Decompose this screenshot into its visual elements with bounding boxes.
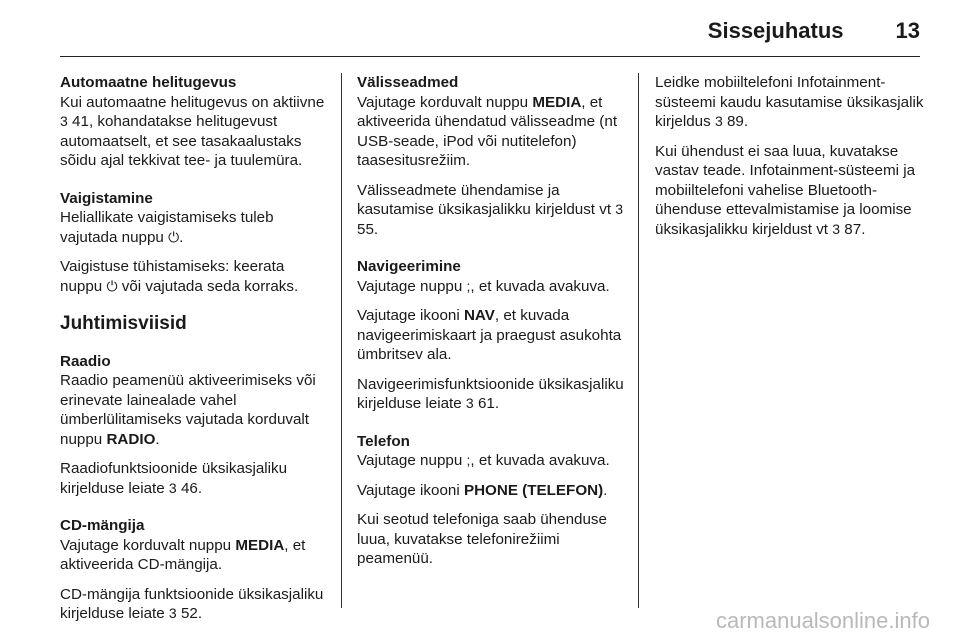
text: Vajutage ikooni [357, 481, 464, 499]
text: . [179, 228, 184, 246]
reference-arrow-icon: 3 [615, 201, 624, 217]
paragraph [60, 189, 330, 248]
power-icon: ⏻ [106, 277, 118, 294]
text: . [197, 479, 203, 497]
reference-arrow-icon: 3 [60, 113, 68, 129]
page-number: 13 [895, 18, 920, 43]
text: Raadiofunktsioonide üksikasjaliku kirjelduse leiate [60, 460, 288, 497]
paragraph [357, 306, 627, 365]
page-reference[interactable]: 89 [726, 113, 744, 130]
button-name: RADIO [106, 430, 156, 448]
power-icon: ⏻ [168, 228, 180, 245]
reference-arrow-icon: 3 [168, 479, 177, 496]
text: . [197, 605, 203, 622]
text: Vajutage ikooni [357, 307, 464, 324]
reference-arrow-icon: 3 [168, 605, 177, 621]
text: Vaigistuse tühistamiseks: keerata nuppu [60, 258, 285, 295]
button-name: PHONE (TELEFON) [463, 481, 604, 499]
subheading: Raadio [60, 352, 111, 370]
text: . [494, 395, 500, 412]
text: Vajutage nuppu [357, 452, 467, 469]
text: Vajutage nuppu [357, 277, 467, 295]
header-rule [60, 56, 920, 57]
paragraph [60, 516, 330, 575]
text: . [155, 430, 160, 448]
page-reference[interactable]: 61 [477, 395, 495, 412]
text: . [373, 220, 379, 238]
button-name: MEDIA [235, 536, 285, 554]
subheading: Välisseadmed [357, 74, 459, 91]
column-divider [341, 73, 342, 608]
paragraph [357, 432, 627, 471]
section-heading: Juhtimisviisid [60, 313, 187, 334]
text: , et aktiveerida ühendatud välisseadme (nt USB-seade, iPod või nutitelefon) taasesitusrežiim. [357, 93, 618, 169]
text: . [743, 113, 749, 130]
subheading: Vaigistamine [60, 189, 153, 207]
page-reference[interactable]: 87 [844, 220, 862, 238]
text: , kohandatakse helitugevust automaatselt, et see tasakaalustaks sõidu ajal tekkivat tee- ja tuulemüra. [60, 113, 303, 169]
text: Kui ühendust ei saa luua, kuvatakse vastav teade. Infotainment-süsteemi ja mobiiltelefoni vahelise Bluetooth-ühenduse ettevalmistamise ja loomise üksikasjalikku kirjeldust vt [655, 142, 916, 238]
text: Vajutage korduvalt nuppu [357, 93, 533, 111]
page-reference[interactable]: 55 [357, 220, 374, 238]
text: Vajutage korduvalt nuppu [60, 536, 236, 554]
text: Leidke mobiiltelefoni Infotainment-süsteemi kaudu kasutamise üksikasjalik kirjeldus [655, 74, 924, 130]
paragraph [357, 257, 627, 296]
subheading: Navigeerimine [357, 258, 461, 275]
page-reference[interactable]: 52 [180, 605, 198, 622]
text: , et kuvada avakuva. [470, 277, 610, 295]
watermark: carmanualsonline.info [715, 608, 930, 633]
paragraph: Kui seotud telefoniga saab ühenduse luua, kuvatakse telefonirežiimi peamenüü. [357, 511, 607, 567]
page-header [60, 18, 920, 46]
paragraph [655, 73, 930, 132]
paragraph [60, 73, 330, 171]
column-divider [638, 73, 639, 608]
button-name: MEDIA [532, 93, 582, 111]
subheading: Telefon [357, 432, 410, 450]
text: . [861, 220, 866, 238]
text: või vajutada seda korraks. [117, 277, 299, 295]
reference-arrow-icon: 3 [714, 113, 723, 129]
subheading: Automaatne helitugevus [60, 74, 237, 91]
paragraph [60, 257, 330, 296]
page-reference[interactable]: 46 [180, 479, 198, 497]
text: , et kuvada avakuva. [470, 452, 610, 469]
paragraph [655, 142, 930, 240]
home-icon: ; [466, 277, 471, 294]
button-name: NAV [463, 307, 495, 324]
paragraph [357, 181, 627, 240]
text: . [603, 481, 608, 499]
text: , et aktiveerida CD-mängija. [60, 536, 306, 573]
text: Kui automaatne helitugevus on aktiivne [60, 93, 325, 111]
paragraph [60, 459, 330, 498]
text: , et kuvada navigeerimiskaart ja praegust asukohta ümbritsev ala. [357, 307, 622, 363]
paragraph [60, 585, 330, 624]
column-2 [357, 73, 627, 579]
text: CD-mängija funktsioonide üksikasjaliku kirjelduse leiate [60, 585, 324, 622]
column-1 [60, 73, 330, 634]
page-reference[interactable]: 41 [72, 113, 89, 130]
text: Välisseadmete ühendamise ja kasutamise üksikasjalikku kirjeldust vt [357, 181, 616, 218]
paragraph [357, 375, 627, 414]
reference-arrow-icon: 3 [465, 395, 474, 411]
home-icon: ; [466, 452, 471, 468]
text: Navigeerimisfunktsioonide üksikasjaliku kirjelduse leiate [357, 375, 624, 412]
paragraph [357, 481, 627, 501]
paragraph [60, 352, 330, 450]
column-3 [655, 73, 930, 249]
text: Raadio peamenüü aktiveerimiseks või erinevate lainealade vahel ümberlülitamiseks vajutada korduvalt nuppu [60, 372, 316, 448]
reference-arrow-icon: 3 [832, 220, 841, 237]
subheading: CD-mängija [60, 517, 145, 534]
paragraph [357, 73, 627, 171]
text: Heliallikate vaigistamiseks tuleb vajutada nuppu [60, 209, 274, 246]
page-title: Sissejuhatus [707, 18, 844, 43]
